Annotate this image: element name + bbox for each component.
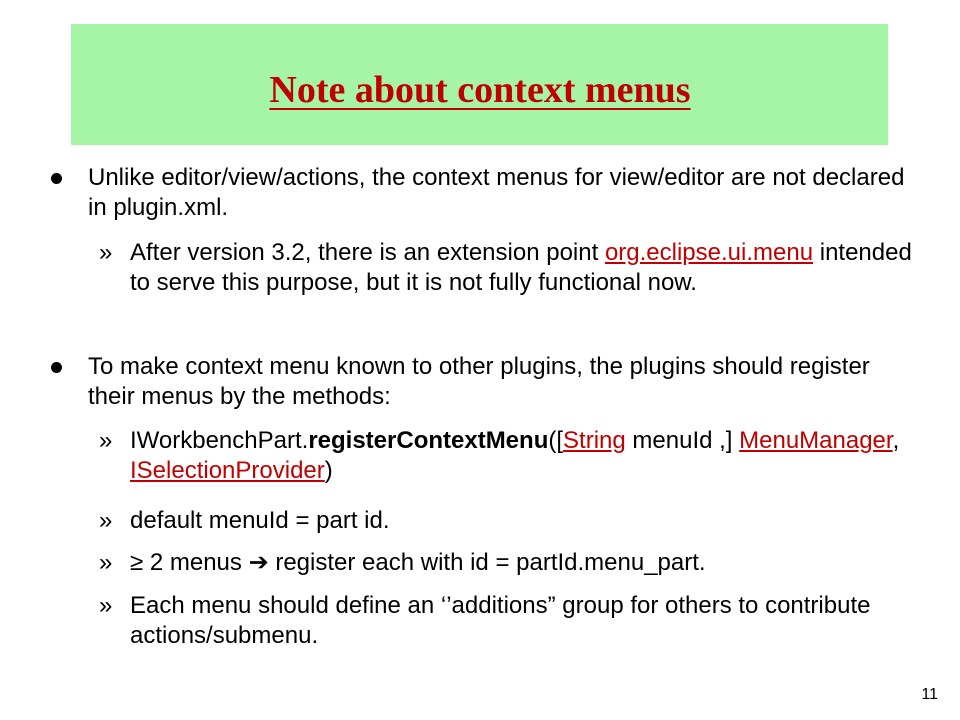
subbullet-text: IWorkbenchPart. [130,427,309,454]
subbullet-text: Each menu should define an ‘’additions” group for others to contribute actions/submenu. [130,592,871,649]
subbullet-text: , [892,427,900,454]
bullet-1-text: Unlike editor/view/actions, the context menus for view/editor are not declared in plugin.xml. [88,164,905,221]
subbullet-2-3 [99,548,920,578]
method-name: registerContextMenu [308,427,549,454]
slide-title: Note about context menus [269,69,691,111]
slide-number: 11 [921,686,938,703]
subbullet-2-2 [99,506,920,536]
subbullet-marker: » [99,427,113,454]
subbullet-2-1 [99,426,920,486]
arrow-right-icon: ➔ [248,549,269,576]
subbullet-marker: » [99,592,113,619]
subbullet-marker: » [99,549,113,576]
bullet-dot-icon [51,173,62,184]
subbullet-text: After version 3.2, there is an extension point [130,239,605,266]
bullet-2-text: To make context menu known to other plugins, the plugins should register their menus by the methods: [88,353,870,410]
string-link[interactable]: String [563,427,626,454]
subbullet-text: ≥ 2 menus [130,549,249,576]
subbullet-text: register each with id = partId.menu_part. [268,549,706,576]
subbullet-2-4 [99,591,920,651]
subbullet-text: menuId ,] [625,427,740,454]
bullet-dot-icon [51,362,62,373]
subbullet-text: ) [324,457,333,484]
subbullet-marker: » [99,239,113,266]
extension-point-link[interactable]: org.eclipse.ui.menu [604,239,814,266]
subbullet-text: ([ [548,427,564,454]
subbullet-marker: » [99,507,113,534]
bullet-1 [88,163,908,223]
bullet-2 [88,352,908,412]
menumanager-link[interactable]: MenuManager [739,427,893,454]
iselectionprovider-link[interactable]: ISelectionProvider [130,457,325,484]
subbullet-text: intended to serve this purpose, but it is not fully functional now. [130,239,912,296]
subbullet-text: default menuId = part id. [130,507,390,534]
subbullet-1-1 [99,238,920,298]
